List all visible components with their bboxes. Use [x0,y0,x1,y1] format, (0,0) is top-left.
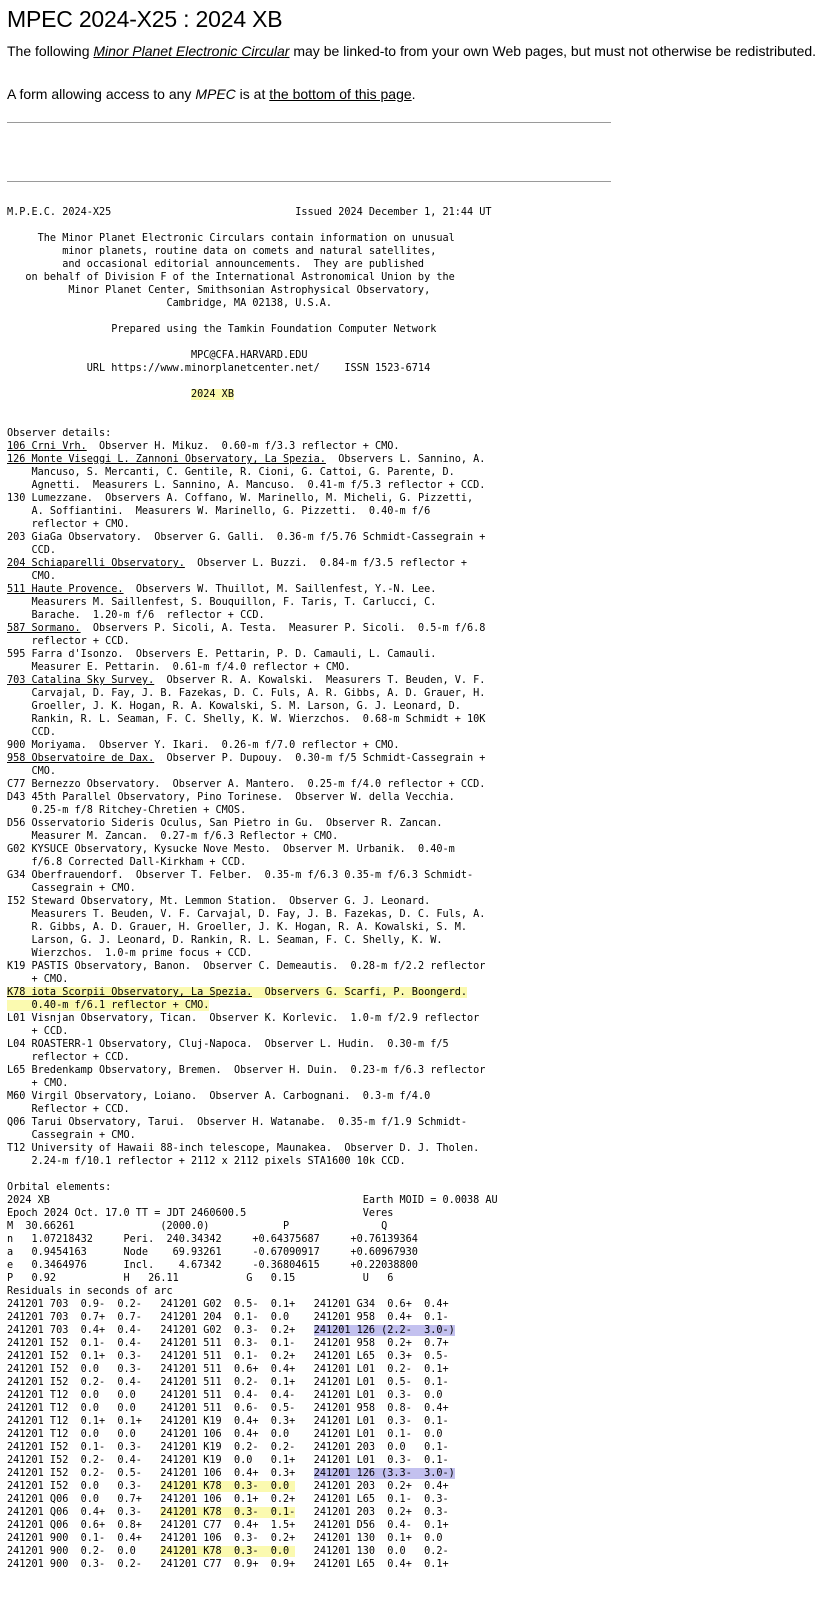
observer-entry-continued [7,518,498,531]
residual-cell: 241201 T12 0.1+ 0.1+ [7,1416,142,1427]
observatory-link[interactable]: K78 iota Scorpii Observatory, La Spezia. [7,987,253,998]
residual-cell: 241201 G34 0.6+ 0.4+ [313,1299,449,1310]
blank-line [7,414,498,427]
observer-entry-continued [7,1129,498,1142]
residual-cell: 241201 203 0.0 0.1- [313,1442,449,1453]
residual-cell: 241201 703 0.4+ 0.4- [7,1325,142,1336]
header-text: M.P.E.C. 2024-X25 Issued 2024 December 1, 21:44 UT [7,207,492,218]
observer-entry [7,739,498,752]
orbital-line [7,1246,498,1259]
residual-cell: 241201 126 (3.3- 3.0-) [313,1468,455,1479]
header-text: minor planets, routine data on comets and natural satellites, [7,246,437,257]
residual-row [7,1467,498,1480]
residual-row [7,1337,498,1350]
header-line [7,349,498,362]
header-text: URL https://www.minorplanetcenter.net/ ISSN 1523-6714 [7,363,431,374]
residual-row [7,1441,498,1454]
observer-entry [7,791,498,804]
residual-row [7,1324,498,1337]
observer-entry [7,492,498,505]
residual-row [7,1415,498,1428]
observatory-name: L01 Visnjan Observatory, Tican. [7,1013,198,1024]
observer-info: Observer C. Demeautis. 0.28-m f/2.2 reflector [191,961,486,972]
residual-cell: 241201 511 0.4- 0.4- [160,1390,296,1401]
observer-entry-continued [7,466,498,479]
observer-entry-continued [7,921,498,934]
observer-entry [7,1064,498,1077]
observer-entry [7,778,498,791]
header-line [7,258,498,271]
observer-info: Observer R. Zancan. [313,818,443,829]
observer-entry-continued [7,973,498,986]
observer-info: Observer L. Buzzi. 0.84-m f/3.5 reflector + [184,558,468,569]
observatory-name: T12 University of Hawaii 88-inch telescope, Maunakea. [7,1143,333,1154]
observer-entry [7,1038,498,1051]
residual-cell: 241201 106 0.1+ 0.2+ [160,1494,296,1505]
residual-cell: 241201 L65 0.3+ 0.5- [313,1351,449,1362]
observer-info: Measurers T. Beuden, V. F. Carvajal, D. Fay, J. B. Fazekas, D. C. Fuls, A. [7,909,486,920]
observer-info: Wierzchos. 1.0-m prime focus + CCD. [7,948,253,959]
header-text: Prepared using the Tamkin Foundation Computer Network [7,324,437,335]
observer-entry-continued [7,1155,498,1168]
observer-info: CCD. [7,727,57,738]
observer-info: Observer H. Watanabe. 0.35-m f/1.9 Schmidt- [184,1117,468,1128]
residual-cell: 241201 C77 0.9+ 0.9+ [160,1559,296,1570]
observer-info: 0.40-m f/6.1 reflector + CMO. [7,1000,210,1011]
observatory-name: 203 GiaGa Observatory. [7,532,142,543]
intro-form-period: . [411,86,416,102]
observer-info: + CCD. [7,1026,69,1037]
residual-cell: 241201 I52 0.2- 0.5- [7,1468,142,1479]
observatory-name: 900 Moriyama. [7,740,87,751]
observer-info: Mancuso, S. Mercanti, C. Gentile, R. Cioni, G. Cattoi, G. Parente, D. [7,467,455,478]
residual-cell: 241201 L01 0.3- 0.0 [313,1390,449,1401]
observer-info: CMO. [7,766,57,777]
page-title: MPEC 2024-X25 : 2024 XB [7,6,283,32]
residual-cell: 241201 T12 0.0 0.0 [7,1403,142,1414]
observer-info: Observer Y. Ikari. 0.26-m f/7.0 reflector + CMO. [86,740,400,751]
header-line [7,245,498,258]
orbital-text: Orbital elements: [7,1182,112,1193]
observer-entry-continued [7,1077,498,1090]
observer-info: Observers L. Sannino, A. [325,454,486,465]
observer-entry-continued [7,765,498,778]
residual-row [7,1493,498,1506]
observer-entry-continued [7,661,498,674]
observer-entry-continued [7,596,498,609]
residual-row [7,1519,498,1532]
observer-entry [7,1012,498,1025]
residual-cell: 241201 958 0.4+ 0.1- [313,1312,449,1323]
observer-entry-continued [7,726,498,739]
observer-info: Observer G. Galli. 0.36-m f/5.76 Schmidt-Cassegrain + [141,532,486,543]
residual-row [7,1545,498,1558]
orbital-line [7,1259,498,1272]
residual-cell: 241201 L65 0.4+ 0.1+ [313,1559,449,1570]
intro-text-rest: may be linked-to from your own Web pages, but must not otherwise be redistributed. [289,43,816,59]
orbital-text: e 0.3464976 Incl. 4.67342 -0.36804615 +0.22038800 [7,1260,418,1271]
residual-cell: 241201 I52 0.0 0.3- [7,1364,142,1375]
residual-cell: 241201 D56 0.4- 0.1+ [313,1520,449,1531]
orbital-text: Epoch 2024 Oct. 17.0 TT = JDT 2460600.5 Veres [7,1208,394,1219]
residual-cell: 241201 C77 0.4+ 1.5+ [160,1520,296,1531]
observer-info: reflector + CCD. [7,636,130,647]
residual-cell: 241201 511 0.1- 0.2+ [160,1351,296,1362]
header-line [7,362,498,375]
header-line [7,284,498,297]
observer-info: Observer A. Carbognani. 0.3-m f/4.0 [197,1091,431,1102]
observer-entry [7,752,498,765]
observer-info: f/6.8 Corrected Dall-Kirkham + CCD. [7,857,247,868]
observer-info: A. Soffiantini. Measurers W. Marinello, G. Pizzetti. 0.40-m f/6 [7,506,431,517]
object-designation: 2024 XB [191,389,234,400]
observer-entry-continued [7,687,498,700]
divider-top [7,122,611,123]
residual-cell: 241201 204 0.1- 0.0 [160,1312,296,1323]
observer-info: Observers A. Coffano, W. Marinello, M. Micheli, G. Pizzetti, [92,493,474,504]
blank-line [7,1168,498,1181]
residual-cell: 241201 L01 0.5- 0.1- [313,1377,449,1388]
blank-line [7,375,498,388]
observer-entry [7,1142,498,1155]
residual-cell: 241201 T12 0.0 0.0 [7,1390,142,1401]
observer-info: Observers E. Pettarin, P. D. Camauli, L. Camauli. [123,649,437,660]
residual-row [7,1428,498,1441]
observer-entry [7,531,498,544]
observer-info: Cassegrain + CMO. [7,883,136,894]
observer-entry [7,583,498,596]
residual-cell: 241201 511 0.6+ 0.4+ [160,1364,296,1375]
residual-cell: 241201 958 0.8- 0.4+ [313,1403,449,1414]
observer-entry-continued [7,908,498,921]
observer-info: Observer G. J. Leonard. [276,896,431,907]
observatory-link[interactable]: 204 Schiaparelli Observatory. [7,558,185,569]
orbital-text: a 0.9454163 Node 69.93261 -0.67090917 +0.60967930 [7,1247,418,1258]
header-line [7,297,498,310]
observer-info: CCD. [7,545,57,556]
residual-cell: 241201 K19 0.4+ 0.3+ [160,1416,296,1427]
observer-info: CMO. [7,571,57,582]
observatory-name: 130 Lumezzane. [7,493,93,504]
observer-entry-continued [7,700,498,713]
object-heading-line [7,388,498,401]
observatory-name: C77 Bernezzo Observatory. [7,779,161,790]
header-line [7,232,498,245]
residuals-heading-text: Residuals in seconds of arc [7,1286,173,1297]
observatory-name: D43 45th Parallel Observatory, Pino Torinese. [7,792,284,803]
observer-entry-continued [7,1103,498,1116]
blank-line [7,401,498,414]
orbital-line [7,1207,498,1220]
observer-entry-continued [7,804,498,817]
residual-cell: 241201 G02 0.5- 0.1+ [160,1299,296,1310]
observer-entry-continued [7,505,498,518]
residual-cell: 241201 511 0.6- 0.5- [160,1403,296,1414]
residual-cell: 241201 L01 0.1- 0.0 [313,1429,449,1440]
observer-info: Agnetti. Measurers L. Sannino, A. Mancuso. 0.41-m f/5.3 reflector + CCD. [7,480,486,491]
circular-body [7,206,498,1571]
observer-entry-continued [7,479,498,492]
observer-entry [7,1116,498,1129]
observer-entry [7,557,498,570]
residual-row [7,1350,498,1363]
residual-cell: 241201 511 0.2- 0.1+ [160,1377,296,1388]
observer-info: Observer M. Urbanik. 0.40-m [270,844,455,855]
orbital-text: 2024 XB Earth MOID = 0.0038 AU [7,1195,498,1206]
observer-entry [7,1090,498,1103]
observer-entry-continued [7,882,498,895]
orbital-line [7,1181,498,1194]
intro-form-notice [7,86,416,102]
residual-cell: 241201 K78 0.3- 0.1- [160,1507,296,1518]
observer-info: reflector + CMO. [7,519,130,530]
observer-entry-continued [7,999,498,1012]
residual-cell: 241201 900 0.2- 0.0 [7,1546,142,1557]
mpec-link[interactable]: Minor Planet Electronic Circular [93,43,290,59]
observatory-name: M60 Virgil Observatory, Loiano. [7,1091,198,1102]
observatory-name: 595 Farra d'Isonzo. [7,649,124,660]
residual-cell: 241201 511 0.3- 0.1- [160,1338,296,1349]
observer-info: Measurer E. Pettarin. 0.61-m f/4.0 reflector + CMO. [7,662,351,673]
observer-info: Barache. 1.20-m f/6 reflector + CCD. [7,610,265,621]
observer-entry [7,453,498,466]
observer-entry-continued [7,830,498,843]
residual-cell: 241201 203 0.2+ 0.4+ [313,1481,449,1492]
residual-cell: 241201 L01 0.3- 0.1- [313,1455,449,1466]
observer-entry-continued [7,544,498,557]
residual-cell: 241201 L65 0.1- 0.3- [313,1494,449,1505]
observer-heading [7,427,498,440]
residual-cell: 241201 I52 0.2- 0.4- [7,1377,142,1388]
observer-info: reflector + CCD. [7,1052,130,1063]
orbital-line [7,1272,498,1285]
residual-cell: 241201 K78 0.3- 0.0 [160,1546,296,1557]
residuals-heading [7,1285,498,1298]
residual-cell: 241201 I52 0.1+ 0.3- [7,1351,142,1362]
observer-info: Observer H. Duin. 0.23-m f/6.3 reflector [221,1065,486,1076]
observer-info: Cassegrain + CMO. [7,1130,136,1141]
orbital-line [7,1233,498,1246]
observer-info: Observer W. della Vecchia. [283,792,455,803]
observer-info: Observers P. Sicoli, A. Testa. Measurer P. Sicoli. 0.5-m f/6.8 [80,623,486,634]
observer-entry-continued [7,934,498,947]
observatory-link[interactable]: 587 Sormano. [7,623,81,634]
bottom-of-page-link[interactable]: the bottom of this page [269,86,412,102]
orbital-text: M 30.66261 (2000.0) P Q [7,1221,388,1232]
observer-entry [7,895,498,908]
observer-info: 2.24-m f/10.1 reflector + 2112 x 2112 pixels STA1600 10k CCD. [7,1156,406,1167]
observer-entry-continued [7,570,498,583]
mpec-emphasis: MPEC [195,86,236,102]
residual-row [7,1532,498,1545]
header-line [7,271,498,284]
residual-cell: 241201 I52 0.1- 0.3- [7,1442,142,1453]
header-line [7,336,498,349]
residual-row [7,1311,498,1324]
observer-info: R. Gibbs, A. D. Grauer, H. Groeller, J. K. Hogan, R. A. Kowalski, S. M. [7,922,468,933]
residual-cell: 241201 Q06 0.4+ 0.3- [7,1507,142,1518]
observer-entry [7,622,498,635]
orbital-line [7,1194,498,1207]
residual-row [7,1389,498,1402]
residual-cell: 241201 K78 0.3- 0.0 [160,1481,296,1492]
observer-info: Larson, G. J. Leonard, D. Rankin, R. L. Seaman, F. C. Shelly, K. W. [7,935,443,946]
residual-cell: 241201 Q06 0.0 0.7+ [7,1494,142,1505]
residual-cell: 241201 126 (2.2- 3.0-) [313,1325,455,1336]
observer-entry [7,440,498,453]
residual-row [7,1376,498,1389]
header-text: Cambridge, MA 02138, U.S.A. [7,298,333,309]
residual-cell: 241201 130 0.1+ 0.0 [313,1533,449,1544]
residual-cell: 241201 I52 0.2- 0.4- [7,1455,142,1466]
header-line [7,323,498,336]
observer-info: Rankin, R. L. Seaman, F. C. Shelly, K. W. Wierzchos. 0.68-m Schmidt + 10K [7,714,486,725]
header-text: The Minor Planet Electronic Circulars contain information on unusual [7,233,455,244]
observer-info: Observer D. J. Tholen. [332,1143,480,1154]
observer-entry [7,843,498,856]
orbital-text: P 0.92 H 26.11 G 0.15 U 6 [7,1273,394,1284]
observatory-link[interactable]: 126 Monte Viseggi L. Zannoni Observatory, La Spezia. [7,454,326,465]
orbital-line [7,1220,498,1233]
residual-cell: 241201 203 0.2+ 0.3- [313,1507,449,1518]
observer-info: Reflector + CCD. [7,1104,130,1115]
observer-entry [7,869,498,882]
orbital-text: n 1.07218432 Peri. 240.34342 +0.64375687 +0.76139364 [7,1234,418,1245]
observer-entry-continued [7,635,498,648]
observatory-name: K19 PASTIS Observatory, Banon. [7,961,192,972]
intro-linking-notice [7,43,816,59]
observer-entry-continued [7,1025,498,1038]
observer-info: 0.25-m f/8 Ritchey-Chretien + CMOS. [7,805,247,816]
residual-cell: 241201 106 0.3- 0.2+ [160,1533,296,1544]
observer-entry [7,674,498,687]
residual-cell: 241201 I52 0.0 0.3- [7,1481,142,1492]
observer-info: Observer R. A. Kowalski. Measurers T. Beuden, V. F. [154,675,486,686]
observer-entry-continued [7,1051,498,1064]
header-text: MPC@CFA.HARVARD.EDU [7,350,308,361]
observatory-link[interactable]: 958 Observatoire de Dax. [7,753,155,764]
header-text: Minor Planet Center, Smithsonian Astrophysical Observatory, [7,285,431,296]
observer-entry-continued [7,856,498,869]
header-line [7,310,498,323]
observer-info: Measurers M. Saillenfest, S. Bouquillon, F. Taris, T. Carlucci, C. [7,597,437,608]
observer-info: + CMO. [7,974,69,985]
observer-info: Observer L. Hudin. 0.30-m f/5 [252,1039,449,1050]
intro-form-text-2: is at [235,86,270,102]
observer-info: Observer T. Felber. 0.35-m f/6.3 0.35-m f/6.3 Schmidt- [123,870,474,881]
observer-entry-continued [7,947,498,960]
header-text: and occasional editorial announcements. They are published [7,259,425,270]
observatory-name: G34 Oberfrauendorf. [7,870,124,881]
observer-info: Observer A. Mantero. 0.25-m f/4.0 reflector + CCD. [160,779,486,790]
residual-cell: 241201 106 0.4+ 0.0 [160,1429,296,1440]
residual-cell: 241201 Q06 0.6+ 0.8+ [7,1520,142,1531]
observer-info: Carvajal, D. Fay, J. B. Fazekas, D. C. Fuls, A. R. Gibbs, A. D. Grauer, H. [7,688,486,699]
observatory-name: L65 Bredenkamp Observatory, Bremen. [7,1065,222,1076]
intro-text: The following [7,43,94,59]
residual-row [7,1480,498,1493]
intro-form-text: A form allowing access to any [7,86,196,102]
header-text: on behalf of Division F of the International Astronomical Union by the [7,272,455,283]
observer-entry-continued [7,609,498,622]
observer-info: Observers G. Scarfi, P. Boongerd. [252,987,468,998]
residual-cell: 241201 T12 0.0 0.0 [7,1429,142,1440]
observatory-name: G02 KYSUCE Observatory, Kysucke Nove Mesto. [7,844,271,855]
residual-cell: 241201 106 0.4+ 0.3+ [160,1468,296,1479]
observatory-link[interactable]: 106 Crni Vrh. [7,441,87,452]
residual-cell: 241201 703 0.9- 0.2- [7,1299,142,1310]
observer-entry [7,817,498,830]
residual-cell: 241201 703 0.7+ 0.7- [7,1312,142,1323]
residual-cell: 241201 G02 0.3- 0.2+ [160,1325,296,1336]
header-line [7,219,498,232]
observatory-link[interactable]: 703 Catalina Sky Survey. [7,675,155,686]
observatory-name: D56 Osservatorio Sideris Oculus, San Pietro in Gu. [7,818,314,829]
observer-info: Groeller, J. K. Hogan, R. A. Kowalski, S. M. Larson, G. J. Leonard, D. [7,701,461,712]
residual-row [7,1558,498,1571]
residual-row [7,1298,498,1311]
residual-cell: 241201 130 0.0 0.2- [313,1546,449,1557]
residual-cell: 241201 900 0.1- 0.4+ [7,1533,142,1544]
observatory-name: I52 Steward Observatory, Mt. Lemmon Station. [7,896,277,907]
observatory-link[interactable]: 511 Haute Provence. [7,584,124,595]
residual-cell: 241201 K19 0.0 0.1+ [160,1455,296,1466]
observatory-name: L04 ROASTERR-1 Observatory, Cluj-Napoca. [7,1039,253,1050]
observer-info: Measurer M. Zancan. 0.27-m f/6.3 Reflector + CMO. [7,831,339,842]
observer-entry [7,960,498,973]
header-line [7,206,498,219]
observer-info: Observer K. Korlevic. 1.0-m f/2.9 reflector [197,1013,480,1024]
residual-row [7,1506,498,1519]
observer-info: Observer H. Mikuz. 0.60-m f/3.3 reflector + CMO. [86,441,400,452]
residual-cell: 241201 900 0.3- 0.2- [7,1559,142,1570]
residual-row [7,1402,498,1415]
observatory-name: Q06 Tarui Observatory, Tarui. [7,1117,185,1128]
observer-details-heading: Observer details: [7,428,112,439]
residual-cell: 241201 L01 0.3- 0.1- [313,1416,449,1427]
observer-entry-continued [7,713,498,726]
residual-cell: 241201 L01 0.2- 0.1+ [313,1364,449,1375]
observer-info: + CMO. [7,1078,69,1089]
residual-cell: 241201 958 0.2+ 0.7+ [313,1338,449,1349]
divider-bottom [7,181,611,182]
residual-row [7,1454,498,1467]
observer-entry [7,986,498,999]
residual-cell: 241201 K19 0.2- 0.2- [160,1442,296,1453]
residual-cell: 241201 I52 0.1- 0.4- [7,1338,142,1349]
observer-info: Observer P. Dupouy. 0.30-m f/5 Schmidt-Cassegrain + [154,753,486,764]
observer-info: Observers W. Thuillot, M. Saillenfest, Y.-N. Lee. [123,584,437,595]
observer-entry [7,648,498,661]
residual-row [7,1363,498,1376]
